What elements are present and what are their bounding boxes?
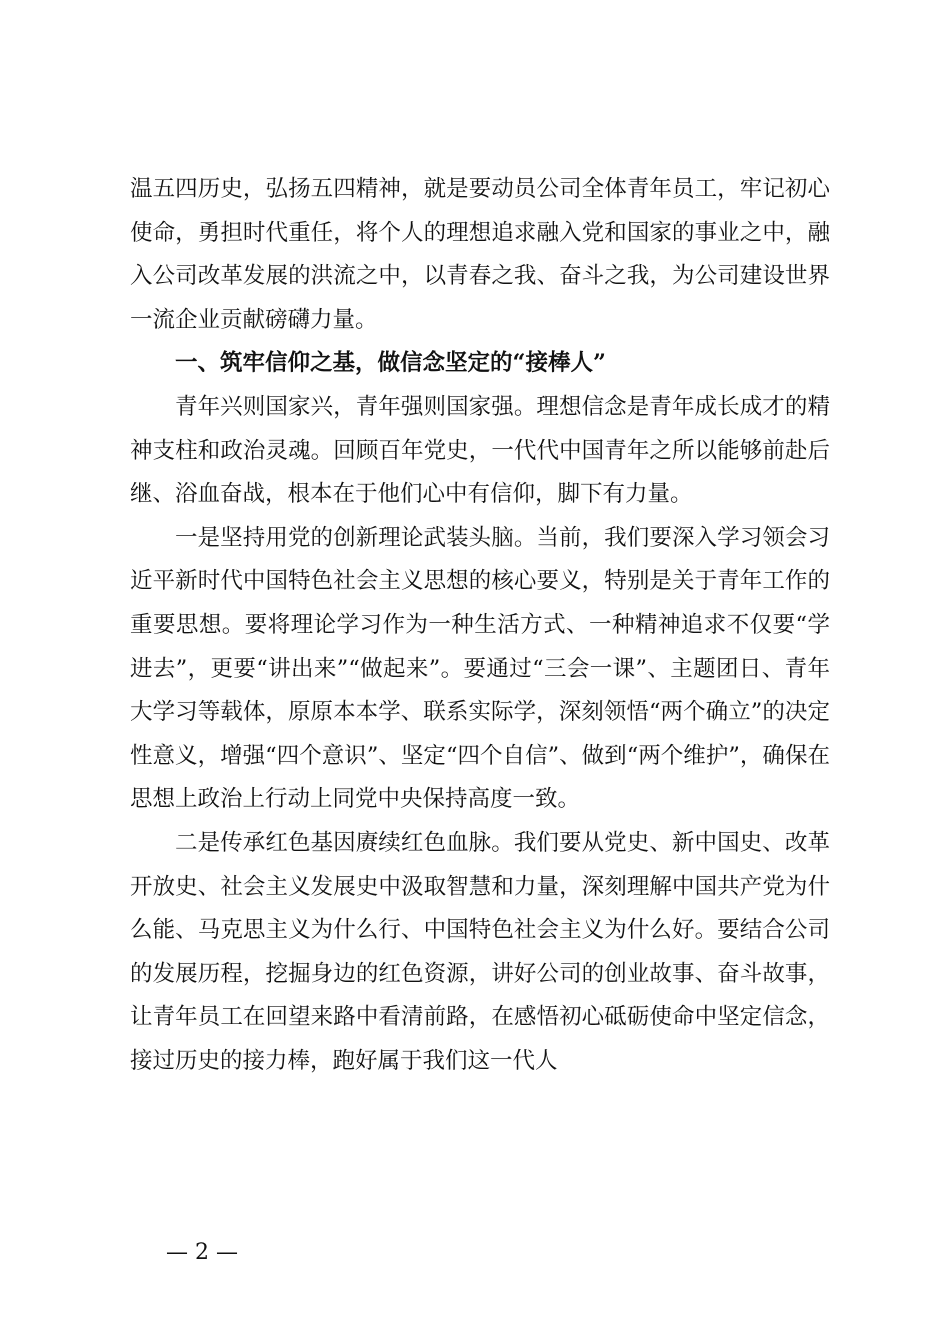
paragraph-point-one: 一是坚持用党的创新理论武装头脑。当前，我们要深入学习领会习近平新时代中国特色社会主义思想的核心要义，特别是关于青年工作的重要思想。要将理论学习作为一种生活方式、一种精神追求不仅要“学进去”，更要“讲出来”“做起来”。要通过“三会一课”、主题团日、青年大学习等载体，原原本本学、联系实际学，深刻领悟“两个确立”的决定性意义，增强“四个意识”、坚定“四个自信”、做到“两个维护”，确保在思想上政治上行动上同党中央保持高度一致。	[130, 524, 830, 813]
paragraph-point-two: 二是传承红色基因赓续红色血脉。我们要从党史、新中国史、改革开放史、社会主义发展史中汲取智慧和力量，深刻理解中国共产党为什么能、马克思主义为什么行、中国特色社会主义为什么好。要结合公司的发展历程，挖掘身边的红色资源，讲好公司的创业故事、奋斗故事，让青年员工在回望来路中看清前路，在感悟初心砥砺使命中坚定信念，接过历史的接力棒，跑好属于我们这一代人	[130, 829, 830, 1074]
paragraph-continuation: 温五四历史，弘扬五四精神，就是要动员公司全体青年员工，牢记初心使命，勇担时代重任，将个人的理想追求融入党和国家的事业之中，融入公司改革发展的洪流之中，以青春之我、奋斗之我，为公司建设世界一流企业贡献磅礴力量。	[130, 176, 830, 333]
paragraph-intro: 青年兴则国家兴，青年强则国家强。理想信念是青年成长成才的精神支柱和政治灵魂。回顾百年党史，一代代中国青年之所以能够前赴后继、浴血奋战，根本在于他们心中有信仰，脚下有力量。	[130, 393, 830, 508]
page-number: — 2 —	[166, 1240, 238, 1265]
section-heading: 一、筑牢信仰之基，做信念坚定的“接棒人”	[175, 350, 606, 377]
document-body	[130, 168, 830, 1083]
